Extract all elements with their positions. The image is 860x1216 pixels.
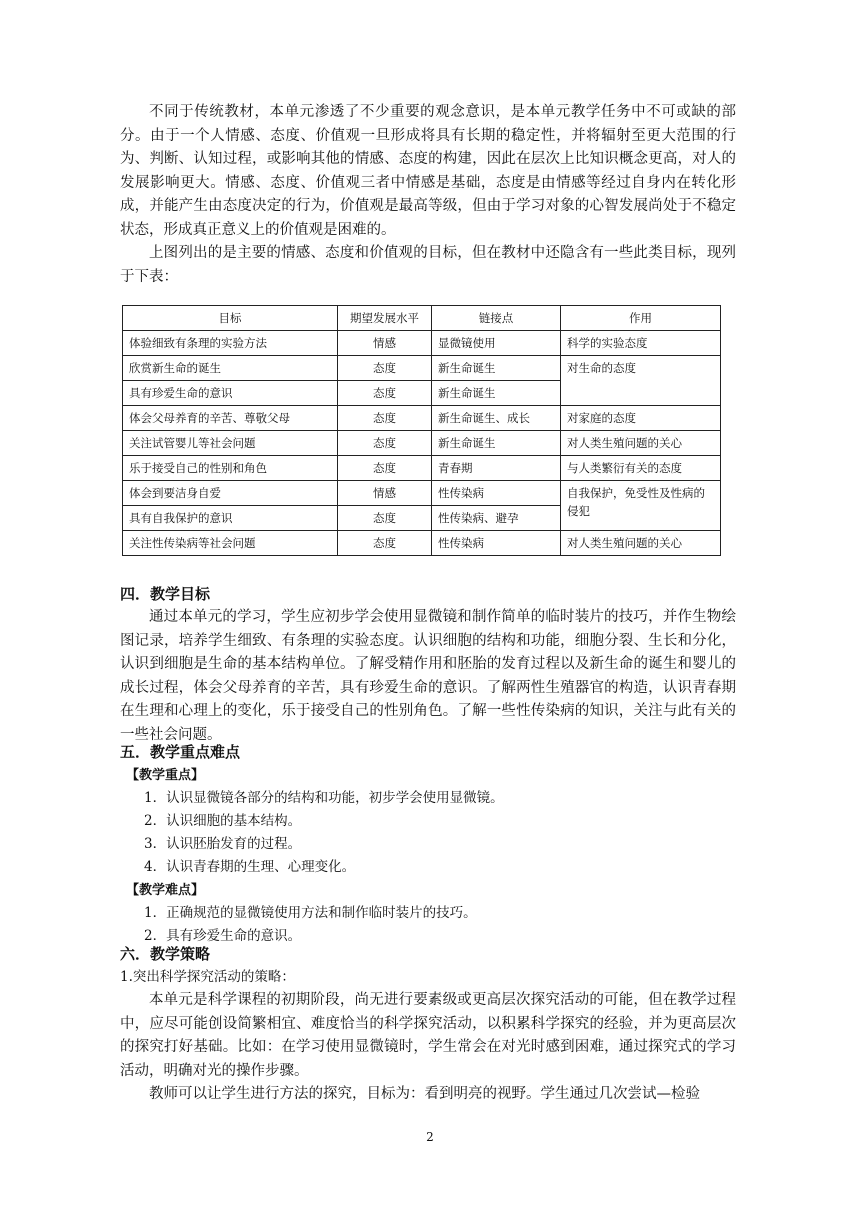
table-row [123, 431, 721, 456]
cell-goal: 具有珍爱生命的意识 [123, 381, 338, 406]
cell-link: 新生命诞生 [432, 431, 561, 456]
goals-table [122, 305, 721, 556]
cell-goal: 体会父母养育的辛苦、尊敬父母 [123, 406, 338, 431]
cell-link: 性传染病、避孕 [432, 506, 561, 531]
cell-level: 态度 [338, 506, 432, 531]
cell-effect: 与人类繁衍有关的态度 [561, 456, 721, 481]
section-paragraph: 教师可以让学生进行方法的探究，目标为：看到明亮的视野。学生通过几次尝试—检验 [149, 1086, 700, 1102]
table-row [123, 456, 721, 481]
cell-level: 态度 [338, 531, 432, 556]
cell-level: 态度 [338, 431, 432, 456]
cell-effect: 对生命的态度 [561, 356, 721, 406]
difficulties-title: 【教学难点】 [126, 883, 205, 898]
table-header-row [123, 306, 721, 331]
intro-section [120, 101, 736, 289]
page-number: 2 [426, 1130, 434, 1144]
cell-level: 态度 [338, 381, 432, 406]
cell-effect: 自我保护，免受性及性病的侵犯 [561, 481, 721, 531]
cell-effect: 科学的实验态度 [561, 331, 721, 356]
cell-effect: 对人类生殖问题的关心 [561, 531, 721, 556]
header-goal: 目标 [123, 306, 338, 331]
table-row [123, 481, 721, 506]
section-paragraph: 通过本单元的学习，学生应初步学会使用显微镜和制作简单的临时装片的技巧，并作生物绘图记录，培养学生细致、有条理的实验态度。认识细胞的结构和功能，细胞分裂、生长和分化，认识到细胞是生命的基本结构单位。了解受精作用和胚胎的发育过程以及新生命的诞生和婴儿的成长过程，体会父母养育的辛苦，具有珍爱生命的意识。了解两性生殖器官的构造，认识青春期在生理和心理上的变化，乐于接受自己的性别角色。了解一些性传染病的知识，关注与此有关的一些社会问题。 [120, 609, 736, 743]
table-row [123, 356, 721, 381]
cell-level: 态度 [338, 406, 432, 431]
list-item: 1．认识显微镜各部分的结构和功能，初步学会使用显微镜。 [144, 790, 504, 806]
cell-goal: 关注试管婴儿等社会问题 [123, 431, 338, 456]
key-points-title: 【教学重点】 [126, 768, 205, 783]
cell-level: 态度 [338, 456, 432, 481]
section-strategies [120, 942, 736, 1107]
cell-effect: 对人类生殖问题的关心 [561, 431, 721, 456]
list-item: 4．认识青春期的生理、心理变化。 [144, 859, 356, 875]
table-row [123, 406, 721, 431]
cell-link: 新生命诞生、成长 [432, 406, 561, 431]
cell-effect: 对家庭的态度 [561, 406, 721, 431]
cell-goal: 欣赏新生命的诞生 [123, 356, 338, 381]
cell-goal: 体会到要洁身自爱 [123, 481, 338, 506]
section-heading: 四．教学目标 [120, 585, 211, 603]
cell-goal: 乐于接受自己的性别和角色 [123, 456, 338, 481]
cell-level: 情感 [338, 481, 432, 506]
section-key-points [120, 740, 736, 948]
section-heading: 五．教学重点难点 [120, 743, 241, 761]
cell-level: 态度 [338, 356, 432, 381]
cell-link: 青春期 [432, 456, 561, 481]
table-row [123, 331, 721, 356]
header-level: 期望发展水平 [338, 306, 432, 331]
strategy-subtitle: 1.突出科学探究活动的策略： [120, 969, 295, 985]
list-item: 1．正确规范的显微镜使用方法和制作临时装片的技巧。 [144, 905, 477, 921]
header-link: 链接点 [432, 306, 561, 331]
cell-goal: 关注性传染病等社会问题 [123, 531, 338, 556]
list-item: 3．认识胚胎发育的过程。 [144, 836, 302, 852]
cell-goal: 体验细致有条理的实验方法 [123, 331, 338, 356]
cell-link: 性传染病 [432, 531, 561, 556]
cell-link: 新生命诞生 [432, 356, 561, 381]
table-row [123, 531, 721, 556]
list-item: 2．认识细胞的基本结构。 [144, 813, 302, 829]
section-paragraph: 本单元是科学课程的初期阶段，尚无进行要素级或更高层次探究活动的可能，但在教学过程中，应尽可能创设简繁相宜、难度恰当的科学探究活动，以积累科学探究的经验，并为更高层次的探究打好基础。比如：在学习使用显微镜时，学生常会在对光时感到困难，通过探究式的学习活动，明确对光的操作步骤。 [120, 992, 736, 1079]
section-heading: 六．教学策略 [120, 945, 211, 963]
cell-goal: 具有自我保护的意识 [123, 506, 338, 531]
cell-link: 性传染病 [432, 481, 561, 506]
cell-link: 显微镜使用 [432, 331, 561, 356]
intro-paragraph-2: 上图列出的是主要的情感、态度和价值观的目标，但在教材中还隐含有一些此类目标，现列于下表： [120, 245, 736, 285]
section-teaching-goals [120, 582, 736, 747]
cell-level: 情感 [338, 331, 432, 356]
intro-paragraph-1: 不同于传统教材，本单元渗透了不少重要的观念意识，是本单元教学任务中不可或缺的部分。由于一个人情感、态度、价值观一旦形成将具有长期的稳定性，并将辐射至更大范围的行为、判断、认知过程，或影响其他的情感、态度的构建，因此在层次上比知识概念更高，对人的发展影响更大。情感、态度、价值观三者中情感是基础，态度是由情感等经过自身内在转化形成，并能产生由态度决定的行为，价值观是最高等级，但由于学习对象的心智发展尚处于不稳定状态，形成真正意义上的价值观是困难的。 [120, 104, 736, 238]
header-effect: 作用 [561, 306, 721, 331]
list-item: 2．具有珍爱生命的意识。 [144, 928, 302, 944]
cell-link: 新生命诞生 [432, 381, 561, 406]
